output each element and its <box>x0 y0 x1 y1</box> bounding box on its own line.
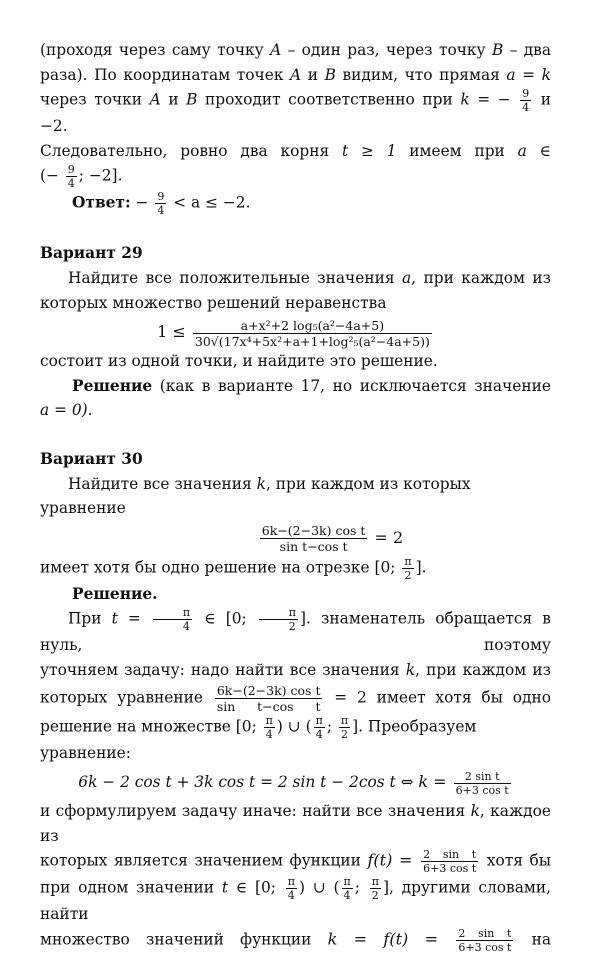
math-a: A <box>149 90 161 109</box>
text: (проходя через саму точку <box>40 41 271 59</box>
math-text: a = 0). <box>40 401 93 420</box>
frac-den: 2 <box>371 889 379 903</box>
math-a-eq-k: a = k <box>506 65 551 84</box>
fraction-pi-4 <box>314 714 325 741</box>
fraction-pi-4 <box>153 606 192 633</box>
text: уточняем задачу: надо найти все значения <box>40 660 406 679</box>
text: хотя бы <box>480 851 551 870</box>
text: Найдите все положительные значения <box>68 268 402 287</box>
frac-den: 2 <box>404 568 412 582</box>
text: и сформулируем задачу иначе: найти все значения <box>40 802 471 821</box>
line-2 <box>40 63 551 88</box>
frac-den: 4 <box>343 889 351 903</box>
frac-num: π <box>153 606 192 620</box>
fraction-nine-quarters <box>66 163 77 190</box>
equation-fraction <box>215 683 323 714</box>
v29-solution-line <box>40 374 551 399</box>
v29-line-1 <box>40 266 551 291</box>
text: которых уравнение <box>40 688 213 706</box>
frac-num: π <box>340 713 349 727</box>
ineq-left: 1 ≤ <box>157 322 191 342</box>
math-k-eq: k = − <box>460 90 519 109</box>
s-line-8 <box>40 875 551 927</box>
v30-line-2 <box>40 555 551 582</box>
frac-num: 2 sin t <box>458 926 512 940</box>
math-k: k <box>405 660 416 679</box>
frac-den: 2 <box>341 727 349 741</box>
text: ; −2]. <box>78 166 123 185</box>
fraction-pi-4 <box>342 875 353 902</box>
fraction-nine-quarters <box>520 87 531 114</box>
text: решение на множестве [0; <box>40 717 262 735</box>
variant-30-title: Вариант 30 <box>40 449 143 468</box>
s-line-6 <box>40 799 551 848</box>
frac-den: 30√(17x⁴+5x²+a+1+log²₅(a²−4a+5)) <box>194 333 430 349</box>
frac-den: 4 <box>287 889 295 903</box>
math-f-of-t: f(t) = <box>367 850 420 870</box>
math-k-eq-f: k = f(t) = <box>327 929 455 949</box>
variant-29-title: Вариант 29 <box>40 244 143 263</box>
math-t: t <box>221 878 229 897</box>
frac-den: 4 <box>182 620 190 634</box>
inequality-fraction <box>193 318 432 349</box>
math-b: B <box>324 65 336 84</box>
math-b: B <box>491 41 504 59</box>
text: ; <box>326 717 337 735</box>
frac-num: 6k−(2−3k) cos t <box>216 682 321 698</box>
text: ) ∪ ( <box>276 717 312 735</box>
frac-den: 4 <box>157 204 165 218</box>
text: , при каждом из которых уравнение <box>40 474 471 518</box>
frac-den: sin t−cos t <box>279 539 348 555</box>
text: проходит соответственно при <box>197 90 461 109</box>
text: ∈ [0; <box>228 878 284 897</box>
v29-line-2: которых множество решений неравенства <box>40 293 387 312</box>
text: ]. Преобразуем уравнение: <box>40 717 477 762</box>
text: – два <box>503 41 552 59</box>
math-k-eq: k = <box>418 772 452 792</box>
text: ) ∪ ( <box>299 878 340 897</box>
v30-solution-label <box>40 582 551 607</box>
v29-solution-line-2 <box>40 398 551 423</box>
eq-rhs: = 2 <box>369 527 404 547</box>
text: ∈ [0; <box>194 609 257 628</box>
math-a: a <box>401 268 412 287</box>
spacer <box>40 423 551 447</box>
solution-label: Решение <box>72 376 153 395</box>
answer-value: < a ≤ −2. <box>168 193 251 212</box>
s-line-2 <box>40 658 551 683</box>
v29-line-3: состоит из одной точки, и найдите это решение. <box>40 352 438 371</box>
math-t-eq: t = <box>111 609 151 628</box>
math-a: A <box>270 41 282 59</box>
fraction-k <box>456 927 513 954</box>
line-5 <box>40 163 551 190</box>
frac-den: 4 <box>522 101 530 115</box>
frac-num: π <box>315 713 323 727</box>
fraction-k <box>421 848 478 875</box>
frac-num: 9 <box>522 87 530 101</box>
text: и <box>301 65 325 84</box>
math-k: k <box>470 802 480 821</box>
fraction-pi-2 <box>370 875 381 902</box>
line-3 <box>40 87 551 139</box>
text: , при каждом из <box>415 660 551 679</box>
text: Найдите все значения <box>68 474 257 493</box>
text: и −2. <box>40 90 552 136</box>
text: – один раз, через точку <box>281 41 492 59</box>
equation-fraction <box>260 523 368 554</box>
fraction-nine-quarters <box>155 190 166 217</box>
frac-num: 2 sin t <box>454 770 511 784</box>
text: множество значений функции <box>40 930 328 949</box>
text: имеем при <box>396 141 518 160</box>
fraction-pi-2 <box>259 606 298 633</box>
text: имеет хотя бы одно решение на отрезке [0; <box>40 558 401 577</box>
frac-num: 6k−(2−3k) cos t <box>261 523 366 539</box>
text: ]. знаменатель обращается в нуль, поэтому <box>40 609 551 655</box>
frac-den: 4 <box>67 177 75 191</box>
frac-num: π <box>265 713 273 727</box>
frac-num: π <box>371 875 379 889</box>
solution-label: Решение. <box>72 584 158 603</box>
frac-den: 6+3 cos t <box>458 940 512 954</box>
frac-num: 9 <box>157 190 165 204</box>
frac-den: 6+3 cos t <box>455 783 509 797</box>
fraction-pi-2 <box>402 555 413 582</box>
v29-inequality <box>40 315 551 349</box>
frac-num: a+x²+2 log₅(a²−4a+5) <box>193 318 432 334</box>
fraction-pi-4 <box>286 875 297 902</box>
text: через точки <box>40 90 150 109</box>
text: на <box>515 930 552 949</box>
frac-num: π <box>343 875 351 889</box>
frac-num: π <box>287 875 296 889</box>
text: − <box>130 193 154 212</box>
s-line-1 <box>40 606 551 658</box>
fraction-k <box>454 770 511 797</box>
s-line-7 <box>40 848 551 875</box>
s-line-4 <box>40 714 551 766</box>
math-a-in: a ∈ <box>517 141 551 160</box>
math-t-ge-1: t ≥ 1 <box>341 141 397 160</box>
frac-num: 2 sin t <box>423 848 477 862</box>
text: = 2 имеет хотя бы одно <box>324 688 551 706</box>
text: Следовательно, ровно два корня <box>40 141 342 160</box>
math-k: k <box>256 474 266 493</box>
text: ]. <box>415 558 427 577</box>
line-4 <box>40 139 551 164</box>
frac-num: π <box>404 554 412 568</box>
fraction-pi-2 <box>339 714 350 741</box>
s-line-3 <box>40 683 551 714</box>
line-1 <box>40 38 551 63</box>
answer-label: Ответ: <box>72 193 131 212</box>
text: (как в варианте 17, но исключается значение <box>152 376 551 395</box>
math-text: 6k − 2 cos t + 3k cos t = 2 sin t − 2cos t ⇔ <box>78 773 419 792</box>
s-line-5-equation <box>40 765 551 799</box>
text: которых является значением функции <box>40 851 368 870</box>
answer-line <box>40 190 551 217</box>
fraction-pi-4 <box>264 714 275 741</box>
spacer <box>40 217 551 241</box>
text: ], другими словами, найти <box>40 878 551 924</box>
frac-den: sin t−cos t <box>216 698 321 714</box>
frac-den: 4 <box>315 727 323 741</box>
text: и <box>160 90 187 109</box>
frac-num: 9 <box>67 163 75 177</box>
text: раза). По координатам точек <box>40 65 291 84</box>
frac-den: 6+3 cos t <box>423 862 477 876</box>
text: При <box>68 609 112 628</box>
frac-num: π <box>259 606 298 620</box>
text: , при каждом из <box>411 268 551 287</box>
text: видим, что прямая <box>335 65 507 84</box>
frac-den: 4 <box>265 727 273 741</box>
v30-equation <box>40 521 551 555</box>
math-a: A <box>290 65 302 84</box>
text: при одном значении <box>40 878 222 897</box>
text: ; <box>354 878 368 897</box>
frac-den: 2 <box>288 620 296 634</box>
text: (− <box>40 166 64 185</box>
s-line-9 <box>40 927 551 954</box>
text: , каждое из <box>40 802 551 845</box>
v30-line-1 <box>40 472 551 521</box>
math-b: B <box>186 90 198 109</box>
